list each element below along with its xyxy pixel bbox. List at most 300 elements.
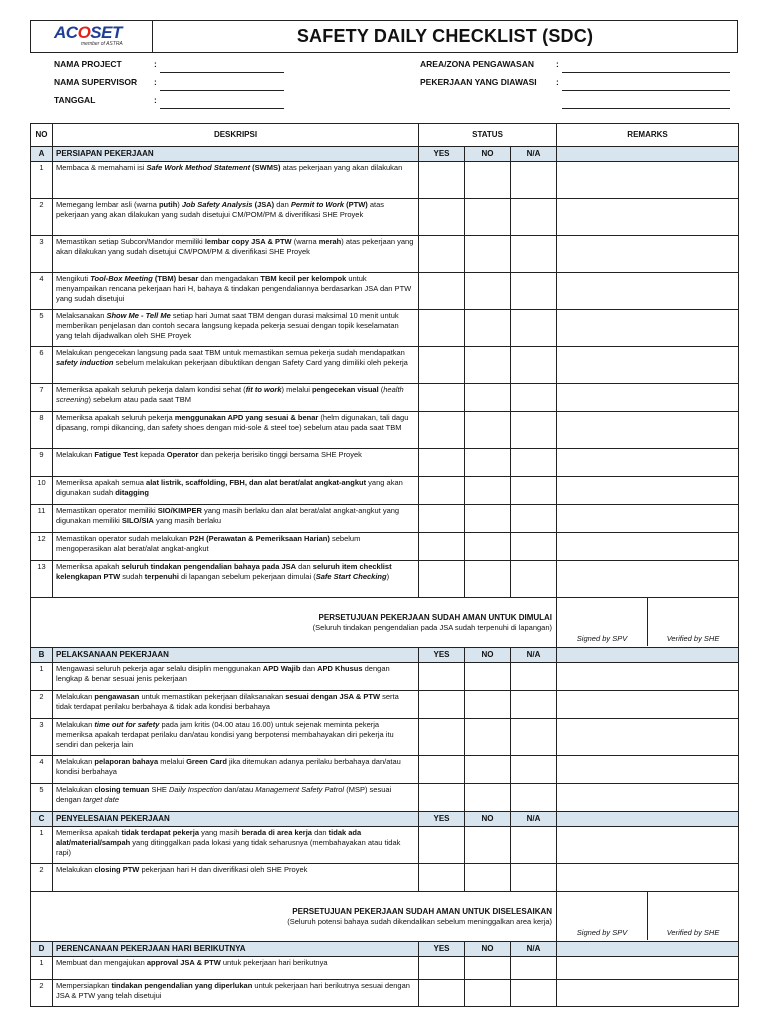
status-yes-cell[interactable] xyxy=(419,384,465,412)
approval-start-text xyxy=(31,598,557,648)
checklist-row xyxy=(31,691,739,719)
remarks-cell[interactable] xyxy=(557,412,739,449)
checklist-row xyxy=(31,412,739,449)
status-na-cell[interactable] xyxy=(511,756,557,784)
item-number: 1 xyxy=(31,663,53,691)
project-colon: : xyxy=(154,59,157,69)
description-text: pekerjaan hari H dan diverifikasi oleh SHE Proyek xyxy=(139,865,308,874)
description-text: Melakukan xyxy=(56,865,95,874)
item-description xyxy=(53,384,419,412)
status-no-cell[interactable] xyxy=(465,864,511,892)
item-number: 4 xyxy=(31,273,53,310)
remarks-cell[interactable] xyxy=(557,505,739,533)
remarks-cell[interactable] xyxy=(557,691,739,719)
description-text: atas pekerjaan yang akan dilakukan yang sudah disetujui CM/POM/PM & diverifikasi SHE Proyek xyxy=(56,200,385,219)
status-na-cell[interactable] xyxy=(511,719,557,756)
status-na-cell[interactable] xyxy=(511,980,557,1007)
description-text: atas pekerjaan yang akan dilakukan xyxy=(280,163,403,172)
item-number: 1 xyxy=(31,827,53,864)
description-text: sebelum mengoperasikan alat berat/alat angkat-angkut xyxy=(56,534,361,553)
status-no-cell[interactable] xyxy=(465,236,511,273)
remarks-cell[interactable] xyxy=(557,273,739,310)
item-description xyxy=(53,691,419,719)
status-no-cell[interactable] xyxy=(465,827,511,864)
description-text: putih xyxy=(158,200,178,209)
status-no-cell[interactable] xyxy=(465,347,511,384)
status-no-cell[interactable] xyxy=(465,384,511,412)
section-title: PELAKSANAAN PEKERJAAN xyxy=(53,648,419,663)
description-text: Melakukan xyxy=(56,720,95,729)
description-text: pengecekan visual xyxy=(311,385,379,394)
description-text: (TBM) besar xyxy=(152,274,199,283)
status-na-cell[interactable] xyxy=(511,273,557,310)
description-text: dan mengadakan xyxy=(198,274,261,283)
status-na-cell[interactable] xyxy=(511,412,557,449)
column-header-row xyxy=(31,124,739,147)
description-text: untuk pekerjaan hari berikutnya xyxy=(220,958,328,967)
status-no-header: NO xyxy=(465,942,511,957)
description-text: Membaca & memahami isi xyxy=(56,163,147,172)
description-text: Melakukan xyxy=(56,692,95,701)
verified-by-she-box[interactable]: Verified by SHE xyxy=(666,634,720,643)
pekerjaan-field[interactable] xyxy=(562,90,730,91)
description-text: Safe Work Method Statement xyxy=(146,163,251,172)
description-text: Memeriksa apakah seluruh pekerja dalam kondisi sehat ( xyxy=(56,385,246,394)
status-na-cell[interactable] xyxy=(511,561,557,598)
description-text: fit to work xyxy=(245,385,282,394)
item-description xyxy=(53,957,419,980)
status-na-header: N/A xyxy=(511,648,557,663)
description-text: untuk memastikan pekerjaan dilaksanakan xyxy=(139,692,286,701)
status-yes-header: YES xyxy=(419,147,465,162)
status-no-header: NO xyxy=(465,648,511,663)
checklist-row xyxy=(31,663,739,691)
item-description xyxy=(53,505,419,533)
description-text: Melakukan pengecekan langsung pada saat TBM untuk memastikan semua pekerja sudah mendapatkan xyxy=(56,348,405,357)
remarks-cell[interactable] xyxy=(557,663,739,691)
remarks-cell[interactable] xyxy=(557,199,739,236)
item-description xyxy=(53,347,419,384)
approval-start-title: PERSETUJUAN PEKERJAAN SUDAH AMAN UNTUK DIMULAI xyxy=(318,613,553,622)
description-text: Management Safety Patrol xyxy=(255,785,345,794)
status-na-cell[interactable] xyxy=(511,533,557,561)
checklist-row xyxy=(31,347,739,384)
section-header-a xyxy=(31,147,739,162)
item-number: 3 xyxy=(31,236,53,273)
status-yes-header: YES xyxy=(419,812,465,827)
approval-finish-title: PERSETUJUAN PEKERJAAN SUDAH AMAN UNTUK DISELESAIKAN xyxy=(292,907,553,916)
description-text: Memastikan operator memiliki xyxy=(56,506,158,515)
section-header-b xyxy=(31,648,739,663)
item-description xyxy=(53,477,419,505)
status-na-cell[interactable] xyxy=(511,691,557,719)
description-text: pelaporan bahaya xyxy=(94,757,159,766)
approval-finish-text xyxy=(31,892,557,942)
checklist-row xyxy=(31,199,739,236)
description-text: Memegang lembar asli (warna xyxy=(56,200,159,209)
status-yes-header: YES xyxy=(419,648,465,663)
item-number: 2 xyxy=(31,691,53,719)
description-text: yang ditinggalkan pada lokasi yang tidak seharusnya (membahayakan atau tidak rapi) xyxy=(56,838,401,857)
section-remarks-header xyxy=(557,942,739,957)
description-text: (JSA) xyxy=(252,200,275,209)
description-text: time out for safety xyxy=(94,720,160,729)
checklist-row xyxy=(31,827,739,864)
status-yes-cell[interactable] xyxy=(419,561,465,598)
description-text: APD Wajib xyxy=(262,664,301,673)
item-description xyxy=(53,533,419,561)
status-yes-cell[interactable] xyxy=(419,957,465,980)
checklist-row xyxy=(31,980,739,1007)
description-text: dan xyxy=(296,562,313,571)
description-text: tidak ada alat/material/sampah xyxy=(56,828,362,847)
description-text: ) xyxy=(177,200,182,209)
description-text: jika ditemukan adanya perilaku berbahaya dan/atau kondisi berbahaya xyxy=(56,757,401,776)
item-number: 9 xyxy=(31,449,53,477)
area-field[interactable] xyxy=(562,72,730,73)
description-text: Memeriksa apakah semua xyxy=(56,478,147,487)
item-number: 6 xyxy=(31,347,53,384)
status-yes-cell[interactable] xyxy=(419,691,465,719)
status-yes-cell[interactable] xyxy=(419,663,465,691)
supervisor-label: NAMA SUPERVISOR xyxy=(54,77,138,87)
section-remarks-header xyxy=(557,648,739,663)
description-text: target date xyxy=(83,795,119,804)
description-text: safety induction xyxy=(56,358,114,367)
status-no-header: NO xyxy=(465,147,511,162)
description-text: Mengikuti xyxy=(56,274,91,283)
description-text: yang masih berlaku dan alat berat/alat angkat-angkut yang digunakan memiliki xyxy=(56,506,400,525)
status-no-cell[interactable] xyxy=(465,273,511,310)
description-text: seluruh item checklist kelengkapan PTW xyxy=(56,562,392,581)
item-number: 12 xyxy=(31,533,53,561)
status-na-cell[interactable] xyxy=(511,477,557,505)
status-no-cell[interactable] xyxy=(465,719,511,756)
status-no-cell[interactable] xyxy=(465,980,511,1007)
item-description xyxy=(53,756,419,784)
checklist-row xyxy=(31,505,739,533)
item-description xyxy=(53,561,419,598)
description-text: lembar copy JSA & PTW xyxy=(204,237,292,246)
status-yes-cell[interactable] xyxy=(419,784,465,812)
approval-row-start xyxy=(31,598,739,648)
description-text: sebelum melakukan pekerjaan dibuktikan dengan Safety Card yang dimiliki oleh pekerja xyxy=(113,358,408,367)
description-text: Memastikan setiap Subcon/Mandor memiliki xyxy=(56,237,205,246)
approval-start-signatures xyxy=(557,598,739,648)
item-number: 1 xyxy=(31,162,53,199)
area-label: AREA/ZONA PENGAWASAN xyxy=(420,59,534,69)
status-yes-cell[interactable] xyxy=(419,310,465,347)
approval-row-finish xyxy=(31,892,739,942)
status-yes-cell[interactable] xyxy=(419,347,465,384)
description-text: seluruh tindakan pengendalian bahaya pada JSA xyxy=(121,562,297,571)
item-description xyxy=(53,162,419,199)
description-text: dan xyxy=(311,828,329,837)
description-text: dan/atau xyxy=(221,785,256,794)
item-description xyxy=(53,827,419,864)
tanggal-colon: : xyxy=(154,95,157,105)
status-yes-cell[interactable] xyxy=(419,236,465,273)
approval-finish-signatures xyxy=(557,892,739,942)
item-number: 2 xyxy=(31,199,53,236)
extra-field[interactable] xyxy=(562,108,730,109)
status-na-cell[interactable] xyxy=(511,449,557,477)
description-text: (PTW) xyxy=(344,200,368,209)
project-field[interactable] xyxy=(160,72,284,73)
status-no-cell[interactable] xyxy=(465,412,511,449)
description-text: dan xyxy=(300,664,318,673)
item-description xyxy=(53,273,419,310)
supervisor-colon: : xyxy=(154,77,157,87)
col-status: STATUS xyxy=(419,124,557,147)
description-text: sudah xyxy=(120,572,145,581)
description-text: pada jam kritis (04.00 atau 16.00) untuk sejenak meminta pekerja memeriksa apakah terdapat perilaku dan/atau kondisi yang berpotensi membahayakan diri pekerja itu sendiri dan pekerja lain xyxy=(56,720,394,749)
checklist-row xyxy=(31,384,739,412)
status-na-cell[interactable] xyxy=(511,663,557,691)
pekerjaan-colon: : xyxy=(556,77,559,87)
description-text: Melaksanakan xyxy=(56,311,107,320)
description-text: yang masih berlaku xyxy=(153,516,222,525)
description-text: alat listrik, scaffolding, FBH, dan alat berat/alat angkat-angkut xyxy=(146,478,367,487)
checklist-row xyxy=(31,561,739,598)
description-text: tidak terdapat pekerja xyxy=(121,828,199,837)
status-na-cell[interactable] xyxy=(511,827,557,864)
checklist-row xyxy=(31,477,739,505)
project-label: NAMA PROJECT xyxy=(54,59,122,69)
status-no-cell[interactable] xyxy=(465,533,511,561)
checklist-row xyxy=(31,784,739,812)
status-no-cell[interactable] xyxy=(465,756,511,784)
status-na-cell[interactable] xyxy=(511,957,557,980)
status-na-cell[interactable] xyxy=(511,864,557,892)
item-number: 1 xyxy=(31,957,53,980)
description-text: Permit to Work xyxy=(290,200,345,209)
tanggal-label: TANGGAL xyxy=(54,95,96,105)
item-description xyxy=(53,784,419,812)
description-text: untuk menyampaikan rencana pekerjaan hari H, bahaya & tindakan pengendaliannya berdasarkan JSA dan PTW yang sudah disetujui xyxy=(56,274,412,303)
remarks-cell[interactable] xyxy=(557,561,739,598)
status-yes-cell[interactable] xyxy=(419,756,465,784)
description-text: berada di area kerja xyxy=(241,828,312,837)
description-text: dengan lengkap & benar sesuai jenis pekerjaan xyxy=(56,664,390,683)
status-no-cell[interactable] xyxy=(465,162,511,199)
description-text: Operator xyxy=(166,450,199,459)
status-na-cell[interactable] xyxy=(511,199,557,236)
item-number: 5 xyxy=(31,310,53,347)
description-text: Memeriksa apakah xyxy=(56,562,122,571)
description-text: setiap hari Jumat saat TBM dengan durasi maksimal 10 menit untuk memberikan penjelasan dan contoh secara langsung kepada pekerja sesuai dengan topik keselamatan yang telah dijadwalkan oleh SHE Proyek xyxy=(56,311,399,340)
description-text: Daily Inspection xyxy=(168,785,222,794)
status-yes-cell[interactable] xyxy=(419,719,465,756)
description-text: Memastikan operator sudah melakukan xyxy=(56,534,190,543)
status-na-cell[interactable] xyxy=(511,384,557,412)
status-no-cell[interactable] xyxy=(465,957,511,980)
signed-by-spv-box[interactable]: Signed by SPV xyxy=(557,598,648,646)
checklist-table xyxy=(30,123,739,1007)
description-text: kepada xyxy=(137,450,167,459)
status-na-cell[interactable] xyxy=(511,347,557,384)
status-no-cell[interactable] xyxy=(465,199,511,236)
description-text: serta tidak terdapat perilaku berbahaya & tidak ada kondisi berbahaya xyxy=(56,692,399,711)
description-text: dan pekerja berisiko tinggi bersama SHE Proyek xyxy=(198,450,362,459)
status-no-cell[interactable] xyxy=(465,691,511,719)
checklist-row xyxy=(31,273,739,310)
checklist-row xyxy=(31,533,739,561)
remarks-cell[interactable] xyxy=(557,533,739,561)
description-text: ( xyxy=(378,385,384,394)
description-text: untuk pekerjaan hari berikutnya sesuai dengan JSA & PTW yang telah disetujui xyxy=(56,981,410,1000)
logo-tagline: member of ASTRA xyxy=(81,41,123,47)
status-no-cell[interactable] xyxy=(465,663,511,691)
approval-finish-note: (Seluruh potensi bahaya sudah dikendalikan sebelum meninggalkan area kerja) xyxy=(287,917,553,926)
status-na-cell[interactable] xyxy=(511,162,557,199)
section-remarks-header xyxy=(557,812,739,827)
description-text: terpenuhi xyxy=(144,572,179,581)
description-text: merah xyxy=(318,237,342,246)
status-no-cell[interactable] xyxy=(465,505,511,533)
remarks-cell[interactable] xyxy=(557,957,739,980)
remarks-cell[interactable] xyxy=(557,784,739,812)
description-text: (SWMS) xyxy=(250,163,281,172)
description-text: SILO/SIA xyxy=(121,516,154,525)
description-text: P2H (Perawatan & Pemeriksaan Harian) xyxy=(189,534,330,543)
description-text: Memeriksa apakah xyxy=(56,828,122,837)
remarks-cell[interactable] xyxy=(557,477,739,505)
description-text: Job Safety Analysis xyxy=(181,200,253,209)
status-no-cell[interactable] xyxy=(465,561,511,598)
checklist-row xyxy=(31,162,739,199)
area-colon: : xyxy=(556,59,559,69)
status-yes-cell[interactable] xyxy=(419,273,465,310)
checklist-row xyxy=(31,236,739,273)
remarks-cell[interactable] xyxy=(557,236,739,273)
approval-start-note: (Seluruh tindakan pengendalian pada JSA sudah terpenuhi di lapangan) xyxy=(312,623,553,632)
item-number: 13 xyxy=(31,561,53,598)
description-text: (helm digunakan, tali dagu dipasang, rompi dikancing, dan safety shoes dengan mid-sole & steel toe) sebelum atau pada saat TBM xyxy=(56,413,409,432)
remarks-cell[interactable] xyxy=(557,756,739,784)
tanggal-field[interactable] xyxy=(160,108,284,109)
checklist-row xyxy=(31,957,739,980)
signed-by-spv-box[interactable]: Signed by SPV xyxy=(557,892,648,940)
logo-wordmark: ACOSET xyxy=(54,23,122,42)
remarks-cell[interactable] xyxy=(557,162,739,199)
status-yes-cell[interactable] xyxy=(419,505,465,533)
section-title: PERENCANAAN PEKERJAAN HARI BERIKUTNYA xyxy=(53,942,419,957)
section-remarks-header xyxy=(557,147,739,162)
verified-by-she-box[interactable]: Verified by SHE xyxy=(666,928,720,937)
remarks-cell[interactable] xyxy=(557,864,739,892)
description-text: Melakukan xyxy=(56,450,95,459)
description-text: ) xyxy=(386,572,390,581)
status-yes-cell[interactable] xyxy=(419,864,465,892)
supervisor-field[interactable] xyxy=(160,90,284,91)
status-no-cell[interactable] xyxy=(465,449,511,477)
description-text: SIO/KIMPER xyxy=(157,506,202,515)
description-text: pengawasan xyxy=(94,692,140,701)
description-text: (MSP) sesuai dengan xyxy=(56,785,392,804)
status-no-cell[interactable] xyxy=(465,784,511,812)
description-text: ditagging xyxy=(115,488,149,497)
remarks-cell[interactable] xyxy=(557,980,739,1007)
item-number: 11 xyxy=(31,505,53,533)
item-number: 2 xyxy=(31,980,53,1007)
item-number: 7 xyxy=(31,384,53,412)
status-yes-cell[interactable] xyxy=(419,980,465,1007)
description-text: health screening xyxy=(56,385,404,404)
remarks-cell[interactable] xyxy=(557,310,739,347)
status-na-header: N/A xyxy=(511,812,557,827)
status-yes-cell[interactable] xyxy=(419,412,465,449)
company-logo xyxy=(31,21,153,52)
description-text: closing PTW xyxy=(94,865,140,874)
description-text: di lapangan sebelum pekerjaan dimulai ( xyxy=(178,572,316,581)
status-yes-cell[interactable] xyxy=(419,199,465,236)
item-description xyxy=(53,310,419,347)
description-text: TBM kecil per kelompok xyxy=(260,274,347,283)
status-yes-header: YES xyxy=(419,942,465,957)
description-text: SHE xyxy=(149,785,169,794)
remarks-cell[interactable] xyxy=(557,719,739,756)
item-number: 5 xyxy=(31,784,53,812)
document-title: SAFETY DAILY CHECKLIST (SDC) xyxy=(296,26,594,46)
col-deskripsi: DESKRIPSI xyxy=(53,124,419,147)
description-text: (warna xyxy=(291,237,319,246)
description-text: Mempersiapkan xyxy=(56,981,112,990)
col-no: NO xyxy=(31,124,53,147)
description-text: sesuai dengan JSA & PTW xyxy=(285,692,381,701)
description-text: Safe Start Checking xyxy=(315,572,387,581)
description-text: tindakan pengendalian yang diperlukan xyxy=(111,981,253,990)
status-no-cell[interactable] xyxy=(465,310,511,347)
section-letter: B xyxy=(31,648,53,663)
description-text: melalui xyxy=(158,757,187,766)
section-title: PERSIAPAN PEKERJAAN xyxy=(53,147,419,162)
checklist-row xyxy=(31,449,739,477)
status-yes-cell[interactable] xyxy=(419,449,465,477)
item-number: 10 xyxy=(31,477,53,505)
checklist-row xyxy=(31,864,739,892)
col-remarks: REMARKS xyxy=(557,124,739,147)
status-yes-cell[interactable] xyxy=(419,533,465,561)
pekerjaan-label: PEKERJAAN YANG DIAWASI xyxy=(420,77,537,87)
section-header-c xyxy=(31,812,739,827)
description-text: ) sebelum atau pada saat TBM xyxy=(88,395,191,404)
checklist-row xyxy=(31,719,739,756)
item-description xyxy=(53,449,419,477)
remarks-cell[interactable] xyxy=(557,827,739,864)
status-na-header: N/A xyxy=(511,147,557,162)
status-yes-cell[interactable] xyxy=(419,162,465,199)
description-text: APD Khusus xyxy=(317,664,363,673)
remarks-cell[interactable] xyxy=(557,347,739,384)
section-header-d xyxy=(31,942,739,957)
remarks-cell[interactable] xyxy=(557,384,739,412)
description-text: Fatigue Test xyxy=(94,450,138,459)
remarks-cell[interactable] xyxy=(557,449,739,477)
status-na-cell[interactable] xyxy=(511,236,557,273)
item-description xyxy=(53,864,419,892)
status-na-cell[interactable] xyxy=(511,310,557,347)
status-yes-cell[interactable] xyxy=(419,827,465,864)
description-text: Green Card xyxy=(186,757,227,766)
status-na-cell[interactable] xyxy=(511,505,557,533)
item-description xyxy=(53,412,419,449)
status-yes-cell[interactable] xyxy=(419,477,465,505)
item-description xyxy=(53,980,419,1007)
status-na-cell[interactable] xyxy=(511,784,557,812)
item-number: 3 xyxy=(31,719,53,756)
status-no-cell[interactable] xyxy=(465,477,511,505)
